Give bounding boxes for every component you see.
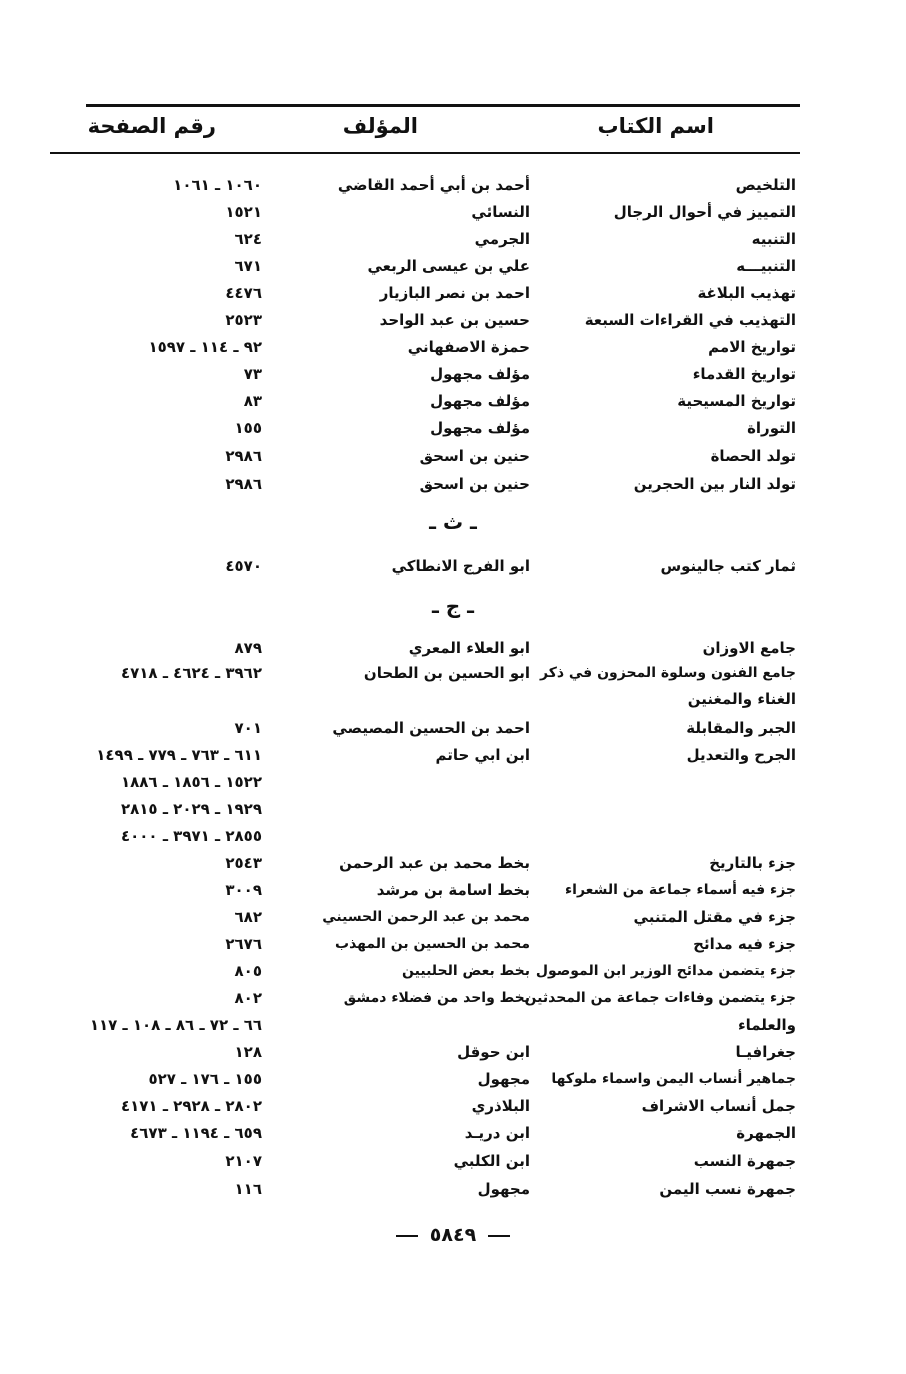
book-title: التنبيـــه	[736, 257, 796, 275]
header-rule	[50, 152, 800, 154]
page-numbers: ٦٥٩ ـ ١١٩٤ ـ ٤٦٧٣	[130, 1124, 262, 1142]
author-name: ابن الكلبي	[453, 1152, 530, 1170]
book-title: جزء يتضمن مدائح الوزير ابن الموصول	[535, 963, 796, 979]
author-name: مؤلف مجهول	[430, 392, 530, 410]
author-name: البلاذري	[471, 1097, 530, 1115]
author-name: محمد بن عبد الرحمن الحسيني	[322, 909, 530, 925]
author-name: ابو الحسين بن الطحان	[363, 664, 530, 682]
author-name: حنين بن اسحق	[419, 475, 530, 493]
section-letter-tha: ـ ث ـ	[429, 510, 477, 534]
book-title: جمهرة نسب اليمن	[659, 1180, 796, 1198]
book-title: تولد النار بين الحجرين	[633, 475, 796, 493]
page-numbers: ٨٠٢	[234, 989, 262, 1007]
page-numbers: ٢٥٢٣	[225, 311, 262, 329]
book-title: تواريخ المسيحية	[677, 392, 796, 410]
author-name: بخط بعض الحلبيين	[402, 963, 530, 979]
author-name: ابو العلاء المعري	[408, 639, 530, 657]
book-title: ثمار كتب جالينوس	[660, 557, 796, 575]
author-name: حنين بن اسحق	[419, 447, 530, 465]
author-name: محمد بن الحسين بن المهذب	[335, 936, 530, 952]
book-title: تواريخ القدماء	[692, 365, 796, 383]
author-name: النسائي	[471, 203, 530, 221]
book-title: التلخيص	[735, 176, 796, 194]
book-title: التهذيب في القراءات السبعة	[584, 311, 796, 329]
author-name: ابن ابي حاتم	[435, 746, 530, 764]
top-rule	[86, 104, 800, 107]
page-numbers: ٢٦٧٦	[225, 935, 262, 953]
author-name: مؤلف مجهول	[430, 365, 530, 383]
book-title: جزء فيه مدائح	[693, 935, 796, 953]
author-name: مؤلف مجهول	[430, 419, 530, 437]
author-name: حسين بن عبد الواحد	[379, 311, 530, 329]
page-numbers: ٢٥٤٣	[225, 854, 262, 872]
book-title: التوراة	[747, 419, 796, 437]
book-title: التمييز في أحوال الرجال	[613, 203, 796, 221]
page-numbers: ٦٧١	[234, 257, 262, 275]
page-numbers: ١٥٥ ـ ١٧٦ ـ ٥٢٧	[148, 1070, 262, 1088]
author-name: مجهول	[477, 1180, 530, 1198]
author-name: ابن دريـد	[464, 1124, 530, 1142]
page-numbers: ١٢٨	[234, 1043, 262, 1061]
book-title: تهذيب البلاغة	[697, 284, 796, 302]
book-title: والعلماء	[737, 1016, 796, 1034]
page-numbers: ٦١١ ـ ٧٦٣ ـ ٧٧٩ ـ ١٤٩٩	[96, 746, 262, 764]
page-numbers: ٨٧٩	[234, 639, 262, 657]
author-name: بخط اسامة بن مرشد	[376, 881, 530, 899]
author-name: احمد بن نصر البازيار	[379, 284, 530, 302]
section-letter-jim: ـ ج ـ	[431, 594, 474, 618]
page-numbers: ٨٠٥	[234, 962, 262, 980]
page-numbers: ٢٩٨٦	[225, 475, 262, 493]
page-numbers: ٧٠١	[234, 719, 262, 737]
author-name: بخط واحد من فضلاء دمشق	[343, 990, 530, 1006]
page-numbers: ٣٩٦٢ ـ ٤٦٢٤ ـ ٤٧١٨	[120, 664, 262, 682]
page-numbers: ٤٤٧٦	[225, 284, 262, 302]
book-title: الجمهرة	[736, 1124, 796, 1142]
book-title: جامع الفنون وسلوة المحزون في ذكر	[539, 665, 796, 681]
book-title: جامع الاوزان	[702, 639, 796, 657]
page-numbers: ٣٠٠٩	[225, 881, 262, 899]
book-title: جمل أنساب الاشراف	[641, 1097, 796, 1115]
page-numbers: ٢٨٠٢ ـ ٢٩٢٨ ـ ٤١٧١	[120, 1097, 262, 1115]
header-page-number: رقم الصفحة	[87, 114, 216, 138]
page-numbers: ٤٥٧٠	[225, 557, 262, 575]
page-numbers: ٦٢٤	[234, 230, 262, 248]
page-numbers: ٩٢ ـ ١١٤ ـ ١٥٩٧	[148, 338, 262, 356]
author-name: بخط محمد بن عبد الرحمن	[339, 854, 530, 872]
book-title: تواريخ الامم	[708, 338, 796, 356]
book-title: جزء فيه أسماء جماعة من الشعراء	[565, 882, 796, 898]
author-name: أحمد بن أبي أحمد القاضي	[337, 176, 530, 194]
book-title: جمهرة النسب	[693, 1152, 796, 1170]
book-title: جزء يتضمن وفاءات جماعة من المحدثين	[524, 990, 796, 1006]
page-numbers: ٢٩٨٦	[225, 447, 262, 465]
page-footer	[0, 1224, 906, 1246]
page-numbers: ٦٨٢	[234, 908, 262, 926]
author-name: احمد بن الحسين المصيصي	[332, 719, 530, 737]
book-title: الجرح والتعديل	[686, 746, 796, 764]
author-name: ابو الفرج الانطاكي	[391, 557, 530, 575]
book-title: جغرافيـا	[735, 1043, 796, 1061]
page-numbers: ١٠٦٠ ـ ١٠٦١	[173, 176, 262, 194]
page-numbers: ٢١٠٧	[225, 1152, 262, 1170]
author-name: حمزة الاصفهاني	[407, 338, 530, 356]
book-title: تولد الحصاة	[710, 447, 796, 465]
page-numbers: ١١٦	[234, 1180, 262, 1198]
book-title: جزء في مقتل المتنبي	[633, 908, 796, 926]
header-author: المؤلف	[342, 114, 418, 138]
book-title: الغناء والمغنين	[687, 690, 796, 708]
author-name: ابن حوقل	[457, 1043, 530, 1061]
header-book-title: اسم الكتاب	[597, 114, 714, 138]
author-name: علي بن عيسى الربعي	[367, 257, 530, 275]
page-numbers: ٨٣	[243, 392, 262, 410]
book-title: التنبيه	[751, 230, 796, 248]
footer-page-number: ٥٨٤٩	[429, 1224, 477, 1246]
page-numbers: ١٥٢٢ ـ ١٨٥٦ ـ ١٨٨٦	[120, 773, 262, 791]
page-numbers: ١٥٢١	[225, 203, 262, 221]
page-numbers: ٦٦ ـ ٧٢ ـ ٨٦ ـ ١٠٨ ـ ١١٧	[89, 1016, 262, 1034]
page-numbers: ٢٨٥٥ ـ ٣٩٧١ ـ ٤٠٠٠	[120, 827, 262, 845]
footer-dash	[488, 1235, 510, 1237]
page-numbers: ٧٣	[243, 365, 262, 383]
book-title: جزء بالتاريخ	[709, 854, 796, 872]
author-name: مجهول	[477, 1070, 530, 1088]
page-numbers: ١٩٢٩ ـ ٢٠٢٩ ـ ٢٨١٥	[120, 800, 262, 818]
book-title: الجبر والمقابلة	[686, 719, 796, 737]
book-title: جماهير أنساب اليمن واسماء ملوكها	[551, 1071, 796, 1087]
footer-dash	[396, 1235, 418, 1237]
author-name: الجرمي	[474, 230, 530, 248]
page-numbers: ١٥٥	[234, 419, 262, 437]
